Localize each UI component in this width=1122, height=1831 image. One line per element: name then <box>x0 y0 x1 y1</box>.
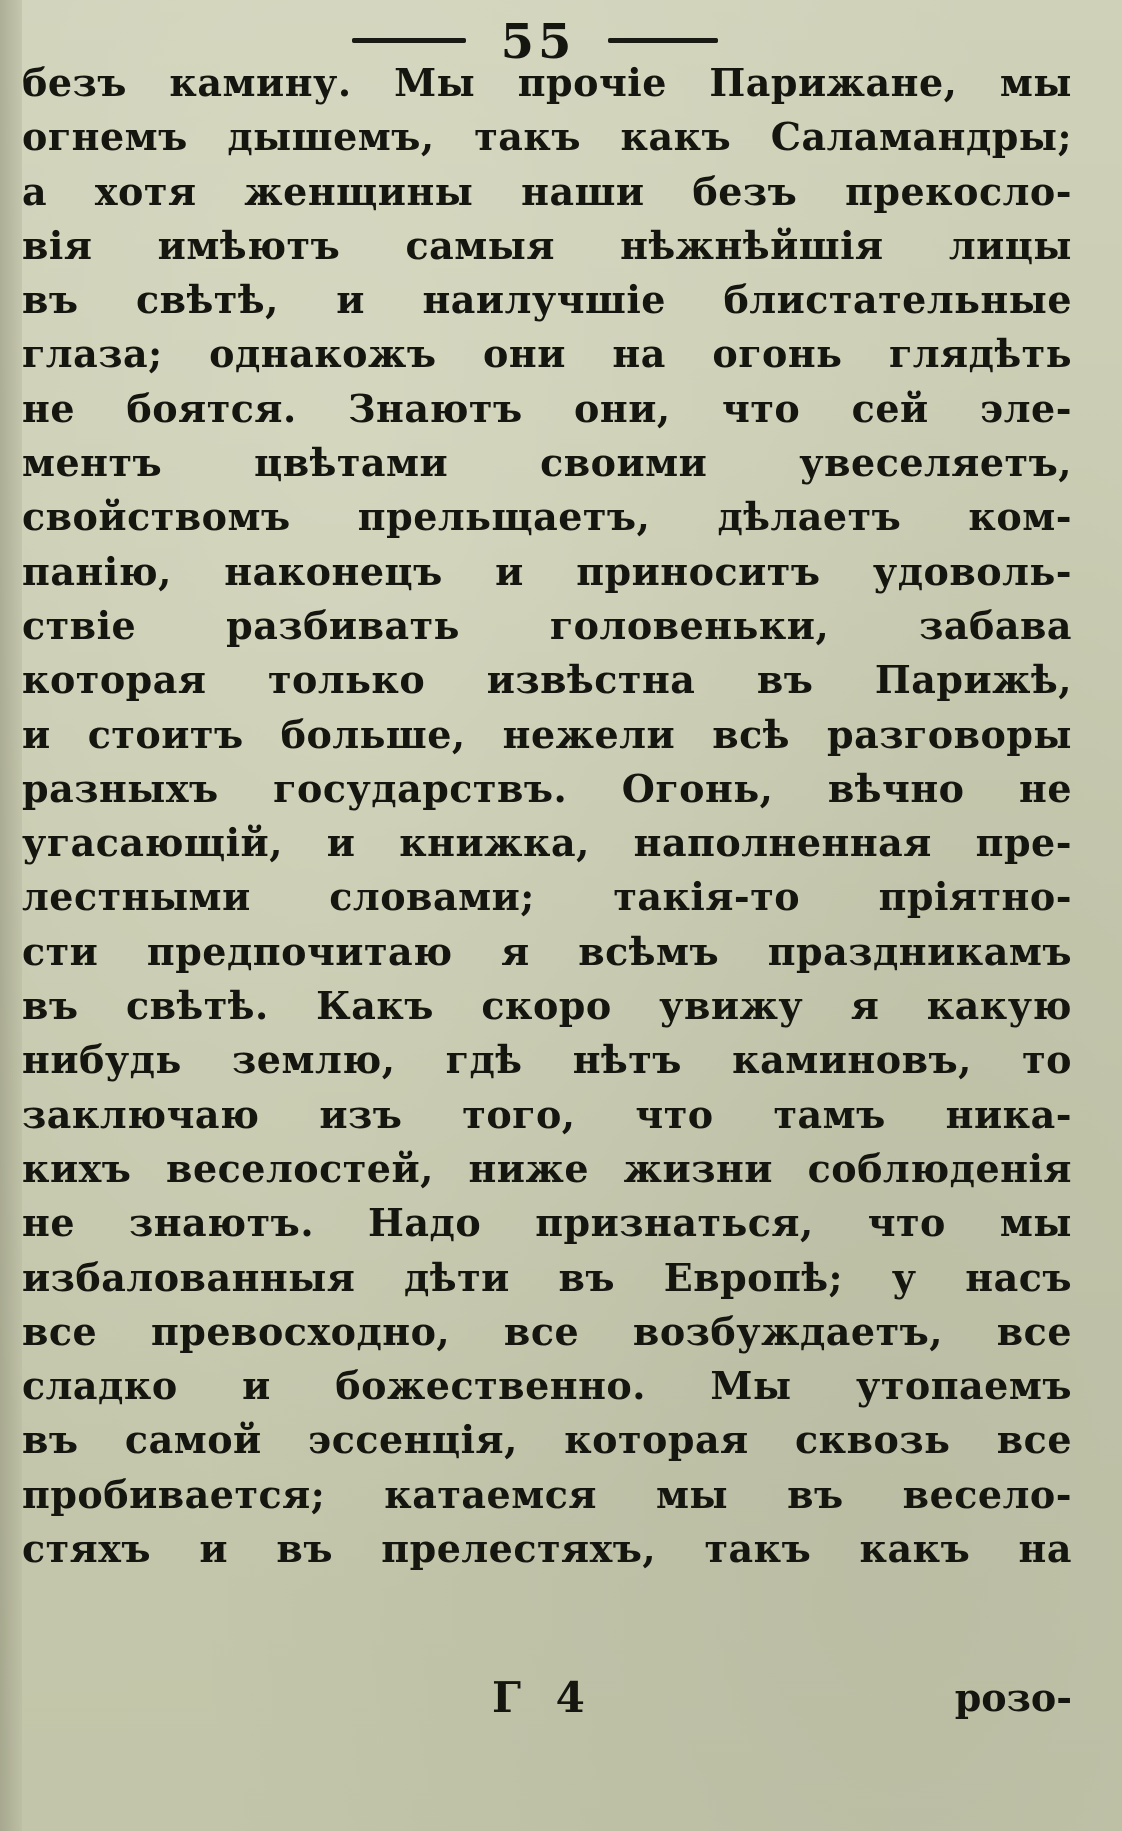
text-line: не боятся. Знаютъ они, что сей эле- <box>22 385 1072 431</box>
text-line: заключаю изъ того, что тамъ ника- <box>22 1091 1072 1137</box>
text-line: кихъ веселостей, ниже жизни соблюденія <box>22 1145 1072 1191</box>
text-line: сти предпочитаю я всѣмъ праздникамъ <box>22 928 1072 974</box>
text-line: панію, наконецъ и приноситъ удоволь- <box>22 548 1072 594</box>
text-line: безъ камину. Мы прочіе Парижане, мы <box>22 60 1072 105</box>
text-line: лестными словами; такія-то пріятно- <box>22 874 1072 920</box>
text-line: сладко и божественно. Мы утопаемъ <box>22 1363 1072 1409</box>
header-rule-left <box>352 38 466 43</box>
text-line: ментъ цвѣтами своими увеселяетъ, <box>22 440 1072 486</box>
signature-mark: Г 4 <box>492 1673 595 1722</box>
text-line: пробивается; катаемся мы въ весело- <box>22 1471 1072 1517</box>
body-text <box>22 56 1072 1576</box>
text-line: нибудь землю, гдѣ нѣтъ каминовъ, то <box>22 1037 1072 1083</box>
text-line: избалованныя дѣти въ Европѣ; у насъ <box>22 1254 1072 1300</box>
text-line: угасающій, и книжка, наполненная пре- <box>22 820 1072 866</box>
text-line: въ свѣтѣ. Какъ скоро увижу я какую <box>22 983 1072 1029</box>
text-line: которая только извѣстна въ Парижѣ, <box>22 657 1072 703</box>
page-number: 55 <box>500 14 576 70</box>
text-line: и стоитъ больше, нежели всѣ разговоры <box>22 711 1072 757</box>
text-line: не знаютъ. Надо признаться, что мы <box>22 1200 1072 1246</box>
text-line: въ самой эссенція, которая сквозь все <box>22 1417 1072 1463</box>
page-footer <box>22 1668 1072 1728</box>
text-line: глаза; однакожъ они на огонь глядѣть <box>22 331 1072 377</box>
text-line: вія имѣютъ самыя нѣжнѣйшія лицы <box>22 222 1072 268</box>
page-binding-edge <box>0 0 22 1831</box>
text-line: огнемъ дышемъ, такъ какъ Саламандры; <box>22 114 1072 160</box>
text-line: стяхъ и въ прелестяхъ, такъ какъ на <box>22 1526 1072 1572</box>
catchword: розо- <box>954 1675 1072 1720</box>
text-line: ствіе разбивать головеньки, забава <box>22 602 1072 648</box>
text-line: въ свѣтѣ, и наилучшіе блистательные <box>22 277 1072 323</box>
text-line: а хотя женщины наши безъ прекосло- <box>22 168 1072 214</box>
text-line: свойствомъ прельщаетъ, дѣлаетъ ком- <box>22 494 1072 540</box>
text-line: все превосходно, все возбуждаетъ, все <box>22 1308 1072 1354</box>
header-rule-right <box>608 38 718 43</box>
text-line: разныхъ государствъ. Огонь, вѣчно не <box>22 765 1072 811</box>
